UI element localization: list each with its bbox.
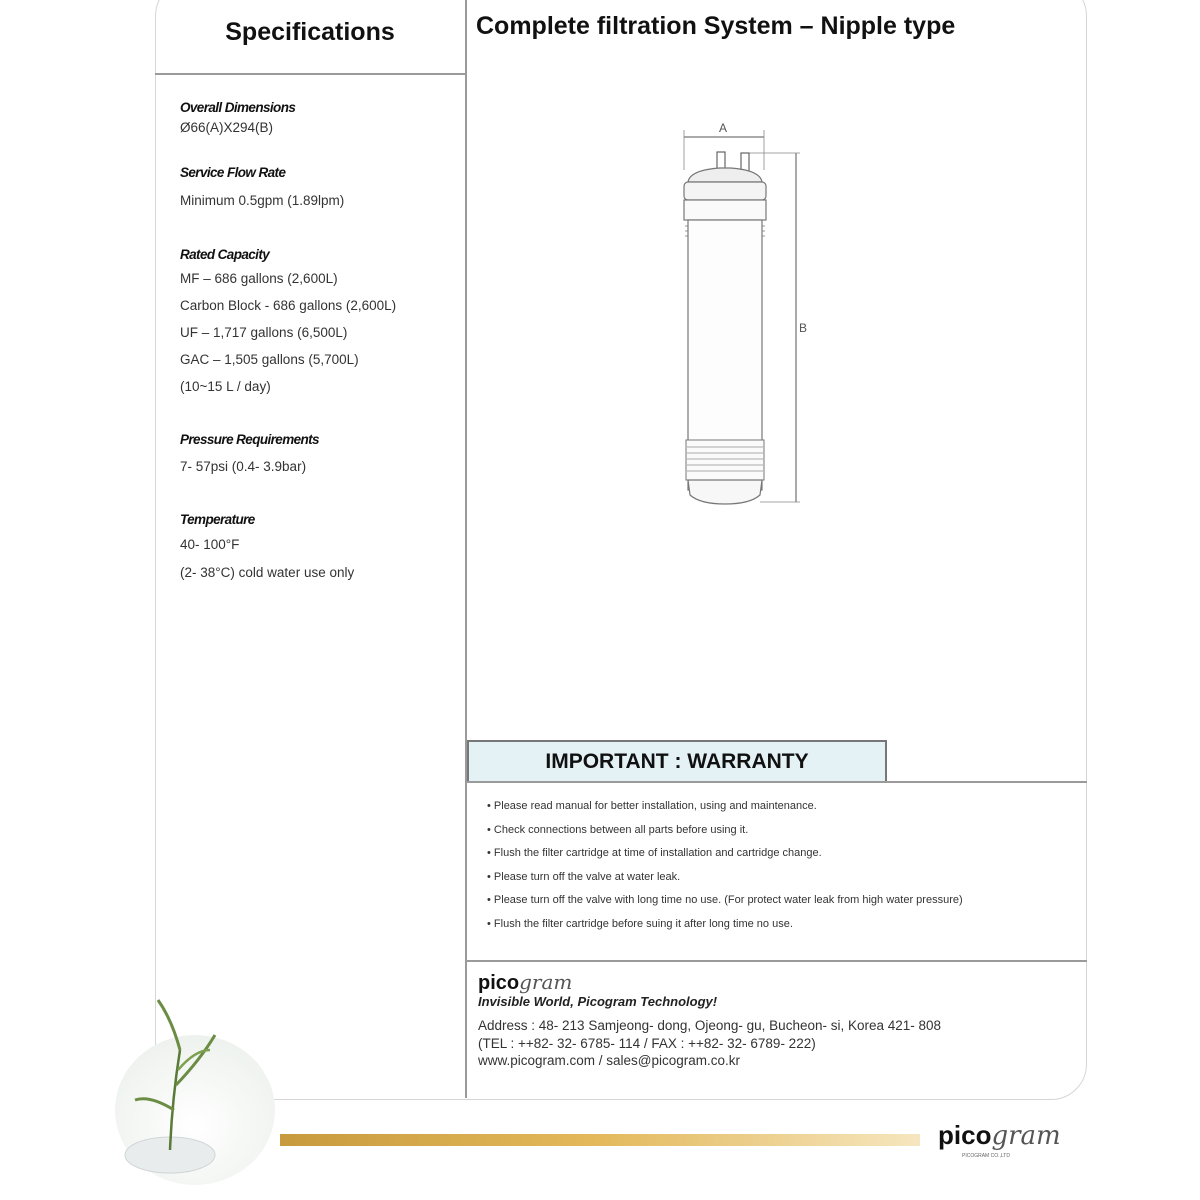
temperature-line: (2- 38°C) cold water use only xyxy=(180,565,355,580)
pressure-heading: Pressure Requirements xyxy=(180,432,319,447)
warranty-list xyxy=(487,800,1082,941)
accent-bar xyxy=(280,1134,920,1146)
rated-capacity-line: GAC – 1,505 gallons (5,700L) xyxy=(180,352,359,367)
footer-logo: picogram xyxy=(938,1120,1061,1151)
warranty-item: • Flush the filter cartridge before suing it after long time no use. xyxy=(487,917,793,930)
overall-dimensions-value: Ø66(A)X294(B) xyxy=(180,120,274,135)
company-contact xyxy=(478,1017,941,1070)
filter-cartridge-drawing xyxy=(660,110,830,530)
warranty-header xyxy=(467,740,887,782)
company-address: Address : 48- 213 Samjeong- dong, Ojeong- gu, Bucheon- si, Korea 421- 808 xyxy=(478,1018,942,1033)
dimension-b-label: B xyxy=(799,321,808,335)
overall-dimensions-heading: Overall Dimensions xyxy=(180,100,296,115)
plant-leaf-image xyxy=(110,990,280,1190)
service-flow-rate-heading: Service Flow Rate xyxy=(180,165,286,180)
footer-company-name: PICOGRAM CO.,LTD xyxy=(962,1153,1010,1159)
spec-header-rule xyxy=(155,73,465,75)
warranty-rule xyxy=(467,781,1087,783)
pressure-value: 7- 57psi (0.4- 3.9bar) xyxy=(180,459,307,474)
page-title: Complete filtration System – Nipple type xyxy=(476,12,956,40)
service-flow-rate-value: Minimum 0.5gpm (1.89lpm) xyxy=(180,193,345,208)
warranty-item: • Please turn off the valve at water leak. xyxy=(487,870,681,883)
specifications-list xyxy=(180,100,460,593)
warranty-title: IMPORTANT : WARRANTY xyxy=(545,750,809,773)
rated-capacity-line: Carbon Block - 686 gallons (2,600L) xyxy=(180,298,397,313)
company-phone: (TEL : ++82- 32- 6785- 114 / FAX : ++82- 32- 6789- 222) xyxy=(478,1035,816,1051)
company-web: www.picogram.com / sales@picogram.co.kr xyxy=(478,1053,741,1068)
company-slogan: Invisible World, Picogram Technology! xyxy=(478,994,718,1009)
rated-capacity-line: MF – 686 gallons (2,600L) xyxy=(180,271,338,286)
temperature-heading: Temperature xyxy=(180,512,255,527)
rated-capacity-heading: Rated Capacity xyxy=(180,247,270,262)
rated-capacity-line: UF – 1,717 gallons (6,500L) xyxy=(180,325,348,340)
temperature-line: 40- 100°F xyxy=(180,537,240,552)
warranty-item: • Check connections between all parts before using it. xyxy=(487,823,749,836)
dimension-a-label: A xyxy=(719,121,728,135)
specifications-heading: Specifications xyxy=(225,18,395,46)
company-logo: picogram xyxy=(478,970,573,994)
warranty-item: • Flush the filter cartridge at time of installation and cartridge change. xyxy=(487,847,822,859)
rated-capacity-line: (10~15 L / day) xyxy=(180,379,271,394)
warranty-item: • Please read manual for better installation, using and maintenance. xyxy=(487,800,817,812)
warranty-item: • Please turn off the valve with long time no use. (For protect water leak from high water pressure) xyxy=(487,894,963,906)
company-rule xyxy=(467,960,1087,962)
column-divider xyxy=(465,0,467,1098)
